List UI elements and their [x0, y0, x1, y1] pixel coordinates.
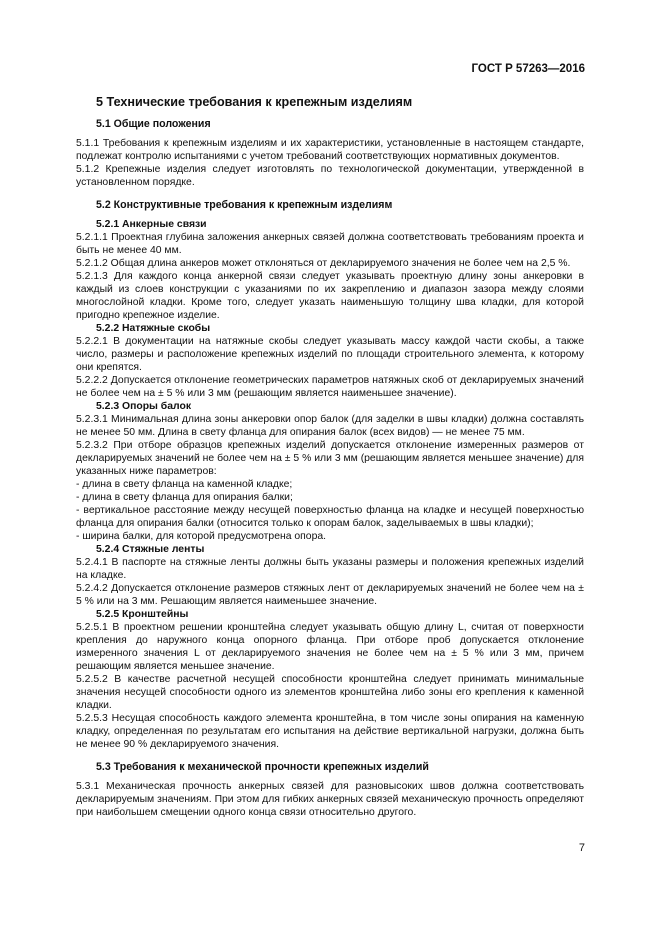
heading-5-2-5: 5.2.5 Кронштейны: [96, 609, 189, 620]
heading-5-2-1: 5.2.1 Анкерные связи: [96, 219, 207, 230]
paragraph-5-2-5-3: 5.2.5.3 Несущая способность каждого элемента кронштейна, в том числе зоны опирания на каменную кладку, определенная по результатам его испытания на действие вертикальной нагрузки, должна быть не менее 90 % декларируемого значения.: [76, 713, 584, 750]
paragraph-5-1-2: 5.1.2 Крепежные изделия следует изготовлять по технологической документации, утвержденной в установленном порядке.: [76, 164, 584, 188]
heading-5-2-2: 5.2.2 Натяжные скобы: [96, 323, 211, 334]
paragraph-5-2-1-3: 5.2.1.3 Для каждого конца анкерной связи следует указывать проектную длину зоны анкеровки в каждый из слоев конструкции с указаниями по их закреплению и диапазон зазора между слоями многослойной кладки. Кроме того, следует указать наименьшую толщину шва кладки, для которой пригодно крепежное изделие.: [76, 271, 584, 321]
paragraph-5-3-1: 5.3.1 Механическая прочность анкерных связей для разновысоких швов должна соответствовать декларируемым значениям. При этом для гибких анкерных связей механическую прочность определяют при наибольшем смещении одного конца связи относительно другого.: [76, 781, 584, 818]
paragraph-5-2-5-2: 5.2.5.2 В качестве расчетной несущей способности кронштейна следует принимать минимальные значения несущей способности одного из элементов кронштейна либо зоны его крепления к каменной кладки.: [76, 674, 584, 711]
heading-5-2-3: 5.2.3 Опоры балок: [96, 401, 192, 412]
list-item: - вертикальное расстояние между несущей поверхностью фланца на кладке и несущей поверхностью фланца для опирания балки (относится только к опорам балок, заделываемых в швы кладки);: [76, 505, 584, 529]
paragraph-5-1-1: 5.1.1 Требования к крепежным изделиям и их характеристики, установленные в настоящем стандарте, подлежат контролю испытаниями с учетом требований соответствующих нормативных документов.: [76, 138, 584, 162]
subsection-title-5-2: 5.2 Конструктивные требования к крепежным изделиям: [96, 199, 393, 211]
subsection-title-5-3: 5.3 Требования к механической прочности крепежных изделий: [96, 761, 429, 773]
heading-5-2-4: 5.2.4 Стяжные ленты: [96, 544, 205, 555]
subsection-title-5-1: 5.1 Общие положения: [96, 118, 211, 130]
section-title: 5 Технические требования к крепежным изделиям: [96, 95, 413, 109]
paragraph-5-2-1-1: 5.2.1.1 Проектная глубина заложения анкерных связей должна соответствовать требованиям проекта и быть не менее 40 мм.: [76, 232, 584, 256]
paragraph-5-2-5-1: 5.2.5.1 В проектном решении кронштейна следует указывать общую длину L, считая от поверхности крепления до наружного конца опорного фланца. При отборе проб допускается отклонение измеренного значения L от декларируемого значения не более чем на ± 5 % или 3 мм, причем решающим является меньшее значение.: [76, 622, 584, 672]
paragraph-5-2-2-2: 5.2.2.2 Допускается отклонение геометрических параметров натяжных скоб от декларируемых значений не более чем на ± 5 % или 3 мм (решающим является наименьшее значение).: [76, 375, 584, 399]
paragraph-5-2-2-1: 5.2.2.1 В документации на натяжные скобы следует указывать массу каждой части скобы, а также число, размеры и расположение крепежных изделий по площади строительного элемента, к которому они крепятся.: [76, 336, 584, 373]
paragraph-5-2-1-2: 5.2.1.2 Общая длина анкеров может отклоняться от декларируемого значения не более чем на 2,5 %.: [76, 258, 571, 269]
list-item: - длина в свету фланца на каменной кладке;: [76, 479, 293, 490]
document-header: ГОСТ Р 57263—2016: [471, 63, 585, 75]
paragraph-5-2-3-2: 5.2.3.2 При отборе образцов крепежных изделий допускается отклонение измеренных размеров от декларируемых значений не более чем на ± 5 % или 3 мм (решающим является меньшее значение) для указанных ниже параметров:: [76, 440, 584, 477]
paragraph-5-2-3-1: 5.2.3.1 Минимальная длина зоны анкеровки опор балок (для заделки в швы кладки) должна составлять не менее 50 мм. Длина в свету фланца для опирания балок (всех видов) — не менее 75 мм.: [76, 414, 584, 438]
document-body: [76, 94, 584, 819]
list-item: - длина в свету фланца для опирания балки;: [76, 492, 293, 503]
paragraph-5-2-4-1: 5.2.4.1 В паспорте на стяжные ленты должны быть указаны размеры и положения крепежных изделий на кладке.: [76, 557, 584, 581]
list-item: - ширина балки, для которой предусмотрена опора.: [76, 531, 327, 542]
page-number: 7: [578, 842, 585, 854]
paragraph-5-2-4-2: 5.2.4.2 Допускается отклонение размеров стяжных лент от декларируемых значений не более чем на ± 5 % или на 3 мм. Решающим является наименьшее значение.: [76, 583, 584, 607]
